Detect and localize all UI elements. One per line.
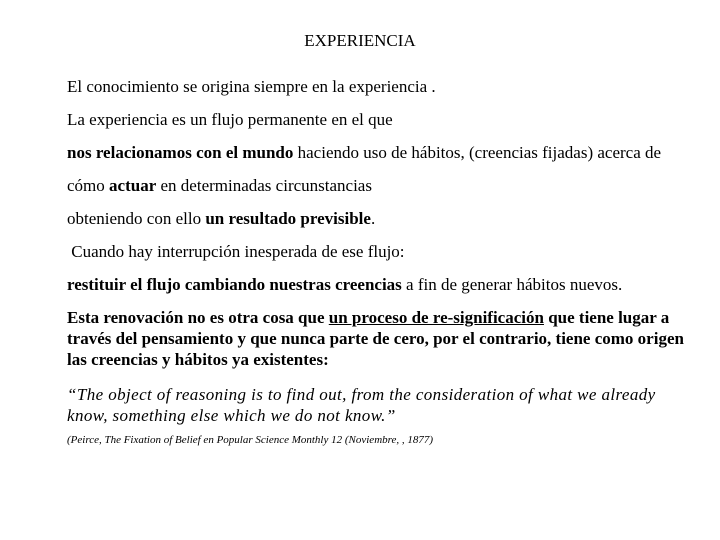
paragraph-7 (67, 274, 687, 295)
paragraph-3-rest: haciendo uso de hábitos, (creencias fijadas) acerca de (293, 143, 662, 162)
slide-body (67, 76, 687, 447)
paragraph-2: La experiencia es un flujo permanente en el que (67, 110, 393, 129)
paragraph-3 (67, 142, 687, 163)
paragraph-5 (67, 208, 687, 229)
paragraph-4-bold: actuar (109, 176, 157, 195)
paragraph-8-a: Esta renovación no es otra cosa que (67, 308, 329, 327)
paragraph-5-a: obteniendo con ello (67, 209, 206, 228)
paragraph-7-rest: a fin de generar hábitos nuevos. (401, 275, 623, 294)
slide-title (0, 31, 720, 51)
quote: “The object of reasoning is to find out, from the consideration of what we already know, something else which we do not know.” (67, 385, 656, 425)
paragraph-4-a: cómo (67, 176, 110, 195)
paragraph-4-b: en determinadas circunstancias (156, 176, 372, 195)
paragraph-8 (67, 307, 687, 370)
paragraph-4 (67, 175, 687, 196)
paragraph-5-bold: un resultado previsible (205, 209, 371, 228)
slide-title-text: EXPERIENCIA (304, 31, 416, 50)
paragraph-6: Cuando hay interrupción inesperada de ese flujo: (67, 242, 405, 261)
citation: (Peirce, The Fixation of Belief en Popular Science Monthly 12 (Noviembre, , 1877) (67, 434, 434, 446)
paragraph-8-underline: un proceso de re-significación (328, 308, 544, 327)
paragraph-5-b: . (370, 209, 376, 228)
paragraph-1: El conocimiento se origina siempre en la experiencia . (67, 77, 436, 96)
paragraph-3-bold: nos relacionamos con el mundo (67, 143, 294, 162)
paragraph-7-bold: restituir el flujo cambiando nuestras creencias (67, 275, 402, 294)
paragraph-8-b: que tiene lugar a través del pensamiento y que nunca parte de cero, por el contrario, tiene como origen las creencias y hábitos ya existentes: (67, 308, 684, 369)
